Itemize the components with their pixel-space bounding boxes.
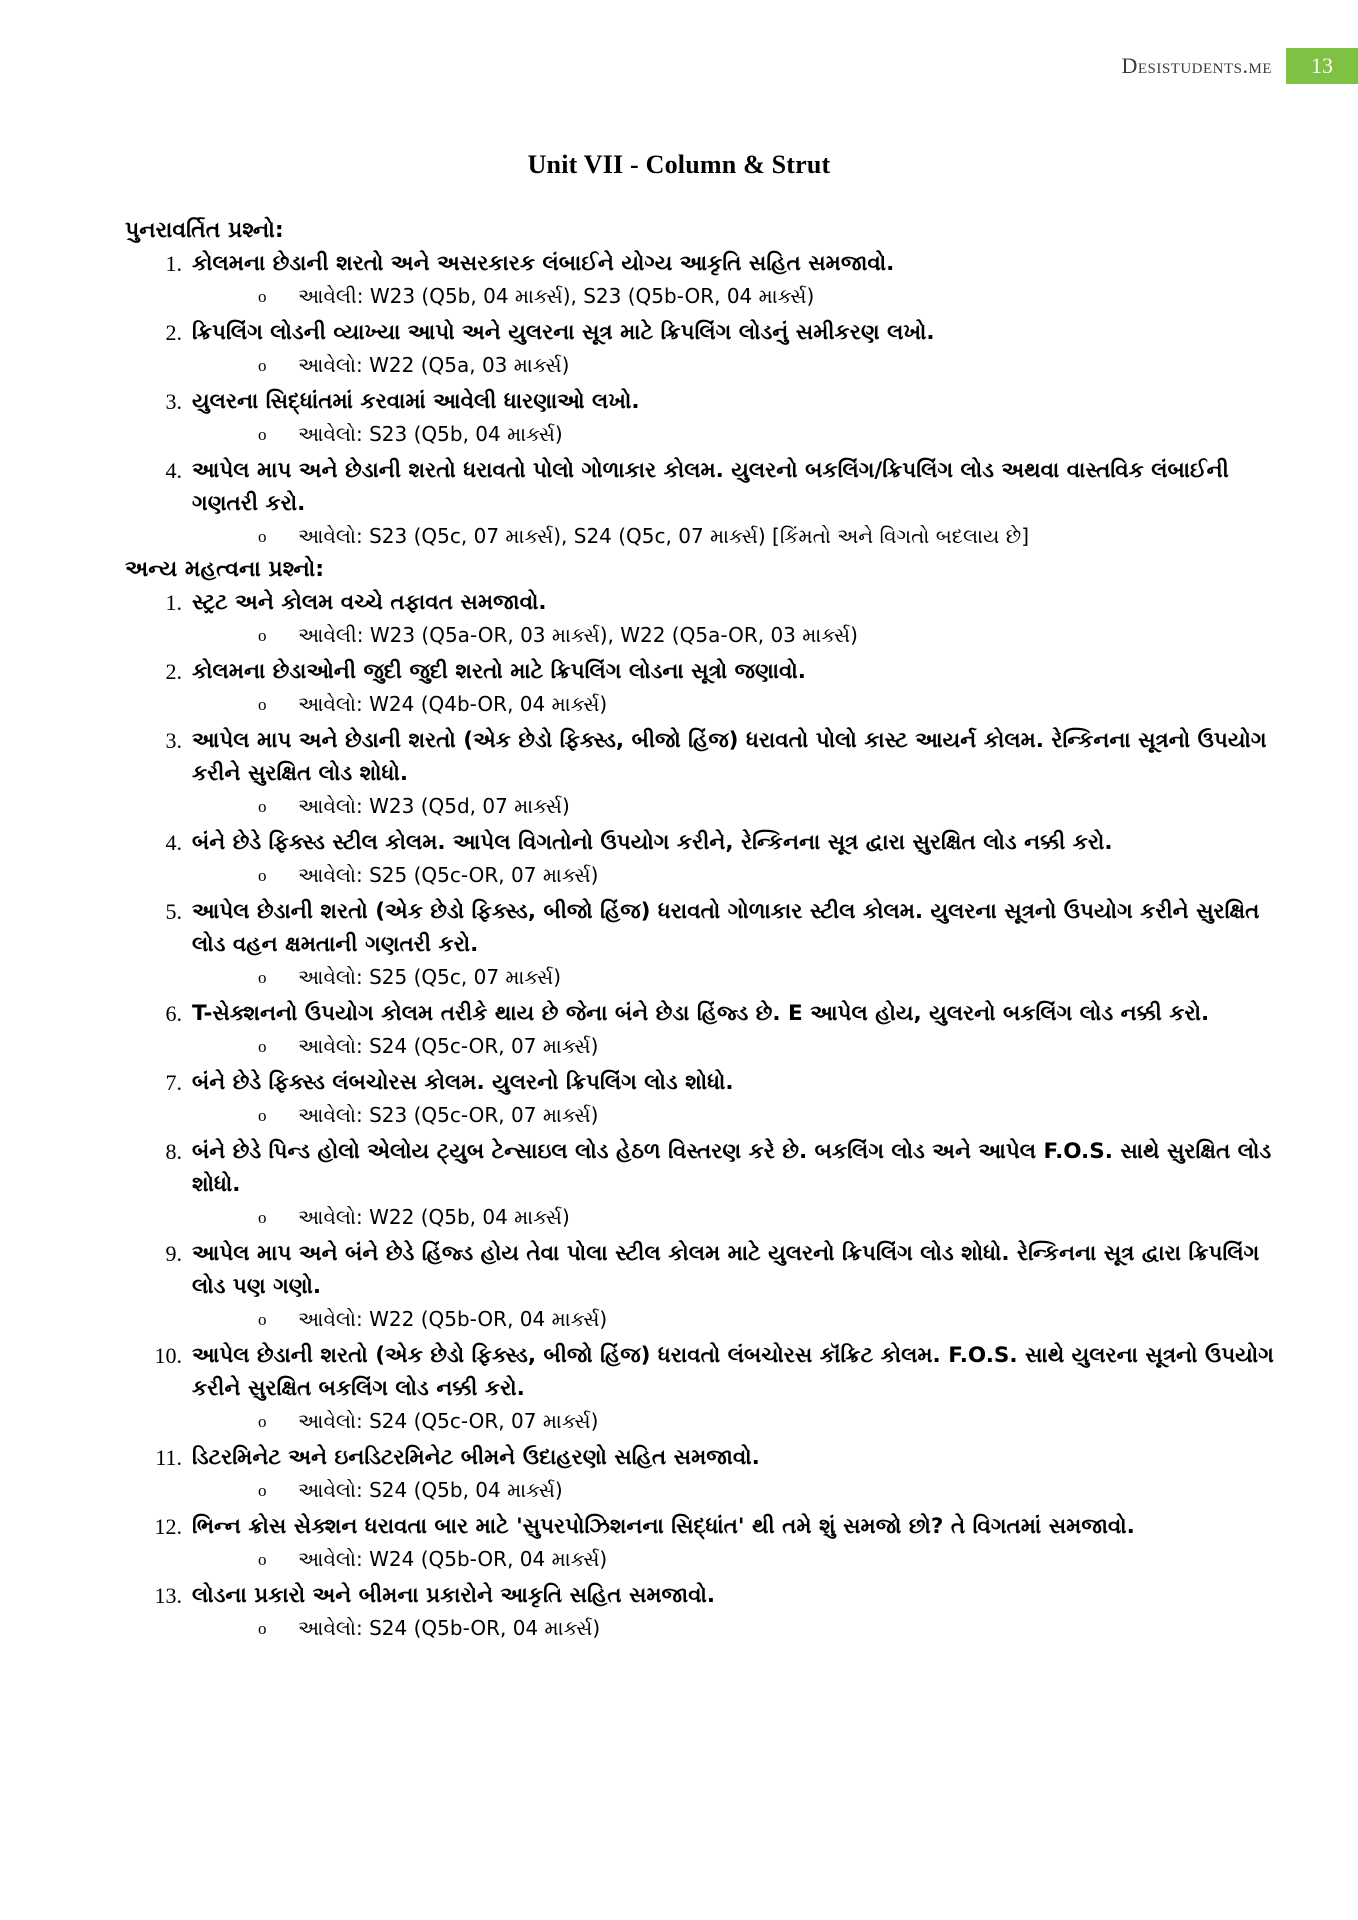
item-number: 4. <box>165 458 182 483</box>
page-number-badge: 13 <box>1286 48 1358 84</box>
item-source-text: આવેલો: S23 (Q5c-OR, 07 માર્ક્સ) <box>298 1103 599 1127</box>
item-number: 13. <box>154 1583 182 1608</box>
item-number: 10. <box>154 1343 182 1368</box>
bullet-icon: o <box>258 695 267 714</box>
item-source-text: આવેલો: S24 (Q5b, 04 માર્ક્સ) <box>298 1478 563 1502</box>
bullet-icon: o <box>258 1208 267 1227</box>
item-number: 2. <box>165 320 182 345</box>
item-source-text: આવેલો: S24 (Q5b-OR, 04 માર્ક્સ) <box>298 1616 601 1640</box>
item-source <box>192 1030 1298 1065</box>
item-source-text: આવેલો: W22 (Q5a, 03 માર્ક્સ) <box>298 353 570 377</box>
item-number: 8. <box>165 1139 182 1164</box>
item-question: બંને છેડે પિન્ડ હોલો એલોય ટ્યુબ ટેન્સાઇલ લોડ હેઠળ વિસ્તરણ કરે છે. બકલિંગ લોડ અને આપેલ F.O.S. સાથે સુરક્ષિત લોડ શોધો. <box>192 1139 1272 1197</box>
item-number: 6. <box>165 1001 182 1026</box>
item-source-text: આવેલો: S24 (Q5c-OR, 07 માર્ક્સ) <box>298 1034 599 1058</box>
item-source <box>192 349 1298 384</box>
item-question: કોલમના છેડાની શરતો અને અસરકારક લંબાઈને યોગ્ય આકૃતિ સહિત સમજાવો. <box>192 251 895 276</box>
item-number: 4. <box>165 830 182 855</box>
item-source-text: આવેલો: S23 (Q5c, 07 માર્ક્સ), S24 (Q5c, 07 માર્ક્સ) [કિંમતો અને વિગતો બદલાય છે] <box>298 524 1030 548</box>
item-source-text: આવેલો: S24 (Q5c-OR, 07 માર્ક્સ) <box>298 1409 599 1433</box>
item-source-text: આવેલો: W24 (Q5b-OR, 04 માર્ક્સ) <box>298 1547 608 1571</box>
list-item <box>60 586 1298 654</box>
item-source-text: આવેલો: W24 (Q4b-OR, 04 માર્ક્સ) <box>298 692 608 716</box>
bullet-icon: o <box>258 1481 267 1500</box>
item-source <box>192 1099 1298 1134</box>
item-source-text: આવેલો: S25 (Q5c, 07 માર્ક્સ) <box>298 965 562 989</box>
item-question: આપેલ છેડાની શરતો (એક છેડો ફિક્સ્ડ, બીજો હિંજ) ધરાવતો લંબચોરસ કૉંક્રિટ કોલમ. F.O.S. સાથે યુલરના સૂત્રનો ઉપયોગ કરીને સુરક્ષિત બકલિંગ લોડ નક્કી કરો. <box>192 1343 1274 1401</box>
bullet-icon: o <box>258 968 267 987</box>
section-heading: પુનરાવર્તિત પ્રશ્નો: <box>125 218 284 243</box>
list-item <box>60 1339 1298 1440</box>
item-source-text: આવેલી: W23 (Q5a-OR, 03 માર્ક્સ), W22 (Q5a-OR, 03 માર્ક્સ) <box>298 623 858 647</box>
item-question: આપેલ માપ અને છેડાની શરતો (એક છેડો ફિક્સ્ડ, બીજો હિંજ) ધરાવતો પોલો કાસ્ટ આયર્ન કોલમ. રેન્કિનના સૂત્રનો ઉપયોગ કરીને સુરક્ષિત લોડ શોધો. <box>192 728 1267 786</box>
question-list <box>60 586 1298 1647</box>
item-number: 3. <box>165 728 182 753</box>
item-question: ભિન્ન ક્રોસ સેક્શન ધરાવતા બાર માટે 'સુપરપોઝિશનના સિદ્ધાંત' થી તમે શું સમજો છો? તે વિગતમાં સમજાવો. <box>192 1514 1135 1539</box>
question-list <box>60 247 1298 555</box>
item-source-text: આવેલો: W23 (Q5d, 07 માર્ક્સ) <box>298 794 570 818</box>
page-header <box>1121 48 1358 84</box>
item-question: યુલરના સિદ્ધાંતમાં કરવામાં આવેલી ધારણાઓ લખો. <box>192 389 640 414</box>
list-item <box>60 1066 1298 1134</box>
item-number: 1. <box>165 590 182 615</box>
item-question: લોડના પ્રકારો અને બીમના પ્રકારોને આકૃતિ સહિત સમજાવો. <box>192 1583 716 1608</box>
item-source <box>192 1201 1298 1236</box>
item-question: આપેલ માપ અને બંને છેડે હિંજ્ડ હોય તેવા પોલા સ્ટીલ કોલમ માટે યુલરનો ક્રિપલિંગ લોડ શોધો. રેન્કિનના સૂત્ર દ્વારા ક્રિપલિંગ લોડ પણ ગણો. <box>192 1241 1260 1299</box>
item-source <box>192 520 1298 555</box>
item-question: આપેલ છેડાની શરતો (એક છેડો ફિક્સ્ડ, બીજો હિંજ) ધરાવતો ગોળાકાર સ્ટીલ કોલમ. યુલરના સૂત્રનો ઉપયોગ કરીને સુરક્ષિત લોડ વહન ક્ષમતાની ગણતરી કરો. <box>192 899 1260 957</box>
bullet-icon: o <box>258 1106 267 1125</box>
item-question: ક્રિપલિંગ લોડની વ્યાખ્યા આપો અને યુલરના સૂત્ર માટે ક્રિપલિંગ લોડનું સમીકરણ લખો. <box>192 320 935 345</box>
item-source <box>192 1474 1298 1509</box>
item-number: 2. <box>165 659 182 684</box>
list-item <box>60 895 1298 996</box>
item-source-text: આવેલી: W23 (Q5b, 04 માર્ક્સ), S23 (Q5b-OR, 04 માર્ક્સ) <box>298 284 815 308</box>
bullet-icon: o <box>258 356 267 375</box>
bullet-icon: o <box>258 287 267 306</box>
item-number: 9. <box>165 1241 182 1266</box>
item-source <box>192 1543 1298 1578</box>
bullet-icon: o <box>258 1619 267 1638</box>
section-heading: અન્ય મહત્વના પ્રશ્નો: <box>125 557 325 582</box>
item-source <box>192 688 1298 723</box>
item-number: 5. <box>165 899 182 924</box>
item-number: 7. <box>165 1070 182 1095</box>
item-source-text: આવેલો: S25 (Q5c-OR, 07 માર્ક્સ) <box>298 863 599 887</box>
item-source <box>192 790 1298 825</box>
item-source <box>192 859 1298 894</box>
item-source-text: આવેલો: W22 (Q5b, 04 માર્ક્સ) <box>298 1205 570 1229</box>
list-item <box>60 1579 1298 1647</box>
item-question: બંને છેડે ફિક્સ્ડ લંબચોરસ કોલમ. યુલરનો ક્રિપલિંગ લોડ શોધો. <box>192 1070 734 1095</box>
bullet-icon: o <box>258 1550 267 1569</box>
item-question: સ્ટ્રટ અને કોલમ વચ્ચે તફાવત સમજાવો. <box>192 590 547 615</box>
item-source <box>192 1405 1298 1440</box>
item-question: ડિટરમિનેટ અને ઇનડિટરમિનેટ બીમને ઉદાહરણો સહિત સમજાવો. <box>192 1445 760 1470</box>
item-source <box>192 280 1298 315</box>
list-item <box>60 454 1298 555</box>
list-item <box>60 997 1298 1065</box>
item-source-text: આવેલો: W22 (Q5b-OR, 04 માર્ક્સ) <box>298 1307 608 1331</box>
list-item <box>60 655 1298 723</box>
item-source <box>192 619 1298 654</box>
bullet-icon: o <box>258 1412 267 1431</box>
item-question: કોલમના છેડાઓની જુદી જુદી શરતો માટે ક્રિપલિંગ લોડના સૂત્રો જણાવો. <box>192 659 806 684</box>
list-item <box>60 247 1298 315</box>
item-number: 3. <box>165 389 182 414</box>
item-source-text: આવેલો: S23 (Q5b, 04 માર્ક્સ) <box>298 422 563 446</box>
bullet-icon: o <box>258 626 267 645</box>
item-question: આપેલ માપ અને છેડાની શરતો ધરાવતો પોલો ગોળાકાર કોલમ. યુલરનો બકલિંગ/ક્રિપલિંગ લોડ અથવા વાસ્તવિક લંબાઈની ગણતરી કરો. <box>192 458 1229 516</box>
list-item <box>60 826 1298 894</box>
item-number: 1. <box>165 251 182 276</box>
bullet-icon: o <box>258 797 267 816</box>
item-number: 11. <box>155 1445 182 1470</box>
list-item <box>60 1441 1298 1509</box>
item-source <box>192 1612 1298 1647</box>
section-repeated-questions <box>60 218 1298 555</box>
list-item <box>60 1237 1298 1338</box>
list-item <box>60 385 1298 453</box>
item-number: 12. <box>154 1514 182 1539</box>
bullet-icon: o <box>258 425 267 444</box>
section-other-important-questions <box>60 557 1298 1647</box>
list-item <box>60 1510 1298 1578</box>
item-source <box>192 418 1298 453</box>
list-item <box>60 724 1298 825</box>
item-question: બંને છેડે ફિક્સ્ડ સ્ટીલ કોલમ. આપેલ વિગતોનો ઉપયોગ કરીને, રેન્કિનના સૂત્ર દ્વારા સુરક્ષિત લોડ નક્કી કરો. <box>192 830 1113 855</box>
site-watermark: Desistudents.me <box>1121 53 1272 78</box>
item-question: T-સેક્શનનો ઉપયોગ કોલમ તરીકે થાય છે જેના બંને છેડા હિંજ્ડ છે. E આપેલ હોય, યુલરનો બકલિંગ લોડ નક્કી કરો. <box>192 1001 1210 1026</box>
item-source <box>192 1303 1298 1338</box>
item-source <box>192 961 1298 996</box>
bullet-icon: o <box>258 527 267 546</box>
list-item <box>60 316 1298 384</box>
page-title: Unit VII - Column & Strut <box>527 150 831 179</box>
bullet-icon: o <box>258 1310 267 1329</box>
bullet-icon: o <box>258 866 267 885</box>
list-item <box>60 1135 1298 1236</box>
bullet-icon: o <box>258 1037 267 1056</box>
